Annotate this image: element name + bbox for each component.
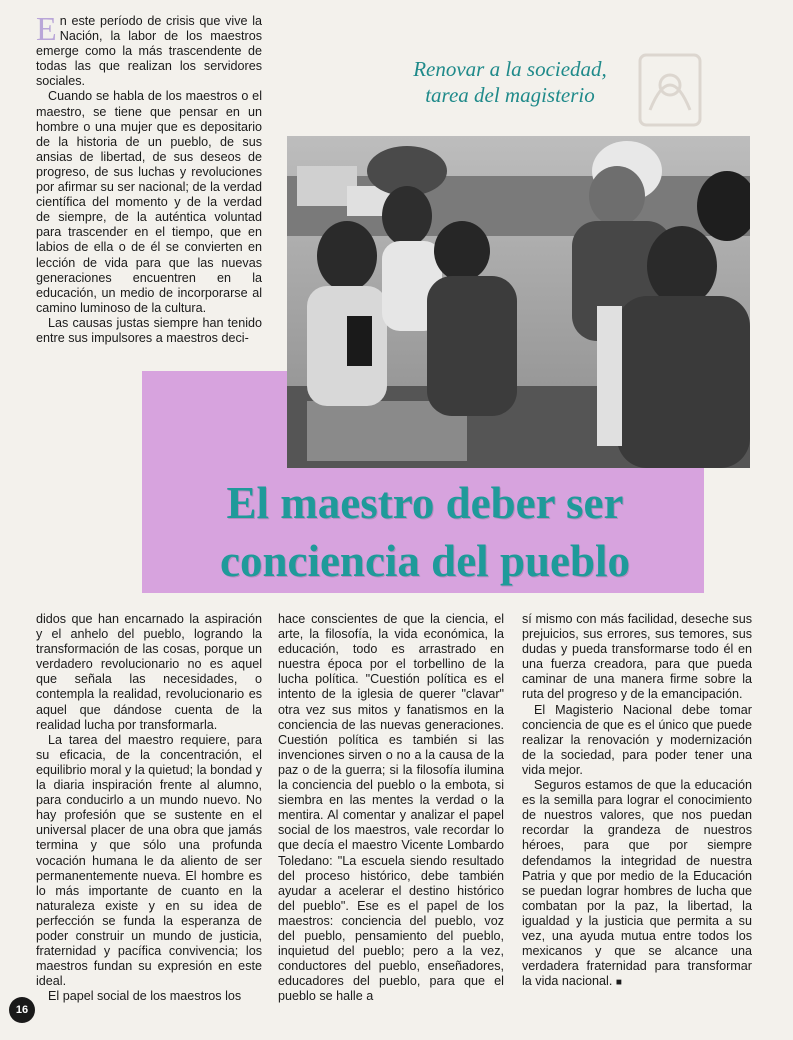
headline-line-1: El maestro deber ser [226,478,624,528]
article-headline [150,474,700,590]
subtitle-line-1: Renovar a la sociedad, [413,57,607,81]
article-photo [287,136,750,468]
column-1-bottom [36,612,262,1004]
photo-illustration [287,136,750,468]
column-3 [522,612,752,990]
headline-line-2: conciencia del pueblo [219,536,630,586]
page-number: 16 [9,997,35,1023]
paragraph: Las causas justas siempre han tenido entre sus impulsores a maestros deci- [36,315,262,345]
paragraph: El papel social de los maestros los [48,989,242,1004]
paragraph: Seguros estamos de que la educación es la semilla para lograr el conocimiento de nuestros valores, que nos puedan recordar la grandeza de nuestros héroes, para que por siempre defendamos la integridad de nuestra Patria y que por medio de la Educación se puedan lograr hombres de lucha que combatan por la paz, la libertad, la igualdad y la justicia que permita a su vez, una ayuda mutua entre todos los mexicanos y que se alcance una verdadera fraternidad para transformar la vida nacional. ■ [522,778,752,989]
paragraph: La tarea del maestro requiere, para su eficacia, de la concentración, el equilibrio moral y la quietud; la bondad y la diaria inspiración frente al alumno, para conducirlo a un mundo nuevo. No hay profesión que se sustente en el universal placer de una obra que jamás termina y que sólo una profunda vocación humana le da aliento de ser permanentemente nueva. El hombre es lo más importante de cuanto en la naturaleza existe y en su idea de perfección se funda la esperanza de poder construir un mundo de justicia, fraternidad y pacífica convivencia; los maestros fundan su expresión en este ideal. [36,732,262,989]
paragraph: En este período de crisis que vive la Nación, la labor de los maestros emerge como la más trascendente de todas las que realizan los servidores sociales. [36,11,262,89]
subtitle-line-2: tarea del magisterio [425,83,595,107]
article-subtitle [380,56,640,108]
drop-cap: E [36,11,57,48]
paragraph: El Magisterio Nacional debe tomar conciencia de que es el único que puede realizar la renovación y modernización de la sociedad, para poder tener una vida mejor. [522,702,752,777]
paragraph: hace conscientes de que la ciencia, el arte, la filosofía, la vida económica, la educación, todo es arrastrado en nuestra época por el torbellino de la lucha política. "Cuestión política es el intento de la iglesia de querer "clavar" otra vez sus mitos y fanatismos en la conciencia de las nuevas generaciones. Cuestión política es también si las invenciones sirven o no a la causa de la paz o de la guerra; si la filosofía ilumina la conciencia del pueblo o la embota, si siembra en las mentes la verdad o la mentira. Al comentar y analizar el papel social de los maestros, vale recordar lo que decía el maestro Vicente Lombardo Toledano: "La escuela siendo resultado del proceso histórico, debe también ayudar a acelerar el destino histórico del pueblo". Ese es el papel de los maestros: conciencia del pueblo, voz del pueblo, pensamiento del pueblo, inquietud del pueblo; pero a la vez, conductores del pueblo, enseñadores, educadores del pueblo, para que el pueblo se halle a [278,612,504,1004]
paragraph: didos que han encarnado la aspiración y el anhelo del pueblo, logrando la transformación de las cosas, porque un verdadero revolucionario no es aquel que señala las necesidades, o contempla la realidad, revolucionario es aquel que dándose cuenta de la realidad lucha por transformarla. [36,612,262,732]
paragraph: Cuando se habla de los maestros o el maestro, se tiene que pensar en un hombre o una mujer que es depositario de la historia de un pueblo, de sus ansias de libertad, de sus deseos de progreso, de sus luchas y revoluciones por afirmar su ser nacional; de la verdad científica del momento y de la verdad de siempre, de la auténtica voluntad para trascender en el tiempo, que en labios de ella o de él se convierten en lección de vida para que las nuevas generaciones encuentren en la educación, un medio de incorporarse al camino luminoso de la cultura. [36,89,262,315]
emblem-watermark-icon [635,50,705,130]
column-1-top [36,11,262,346]
column-2 [278,612,504,1004]
end-mark-icon: ■ [615,977,622,989]
paragraph: sí mismo con más facilidad, deseche sus prejuicios, sus errores, sus temores, sus dudas y pueda transformarse todo él en una fuerza creadora, para que pueda caminar de una manera firme sobre la ruta del progreso y de la emancipación. [522,612,752,702]
